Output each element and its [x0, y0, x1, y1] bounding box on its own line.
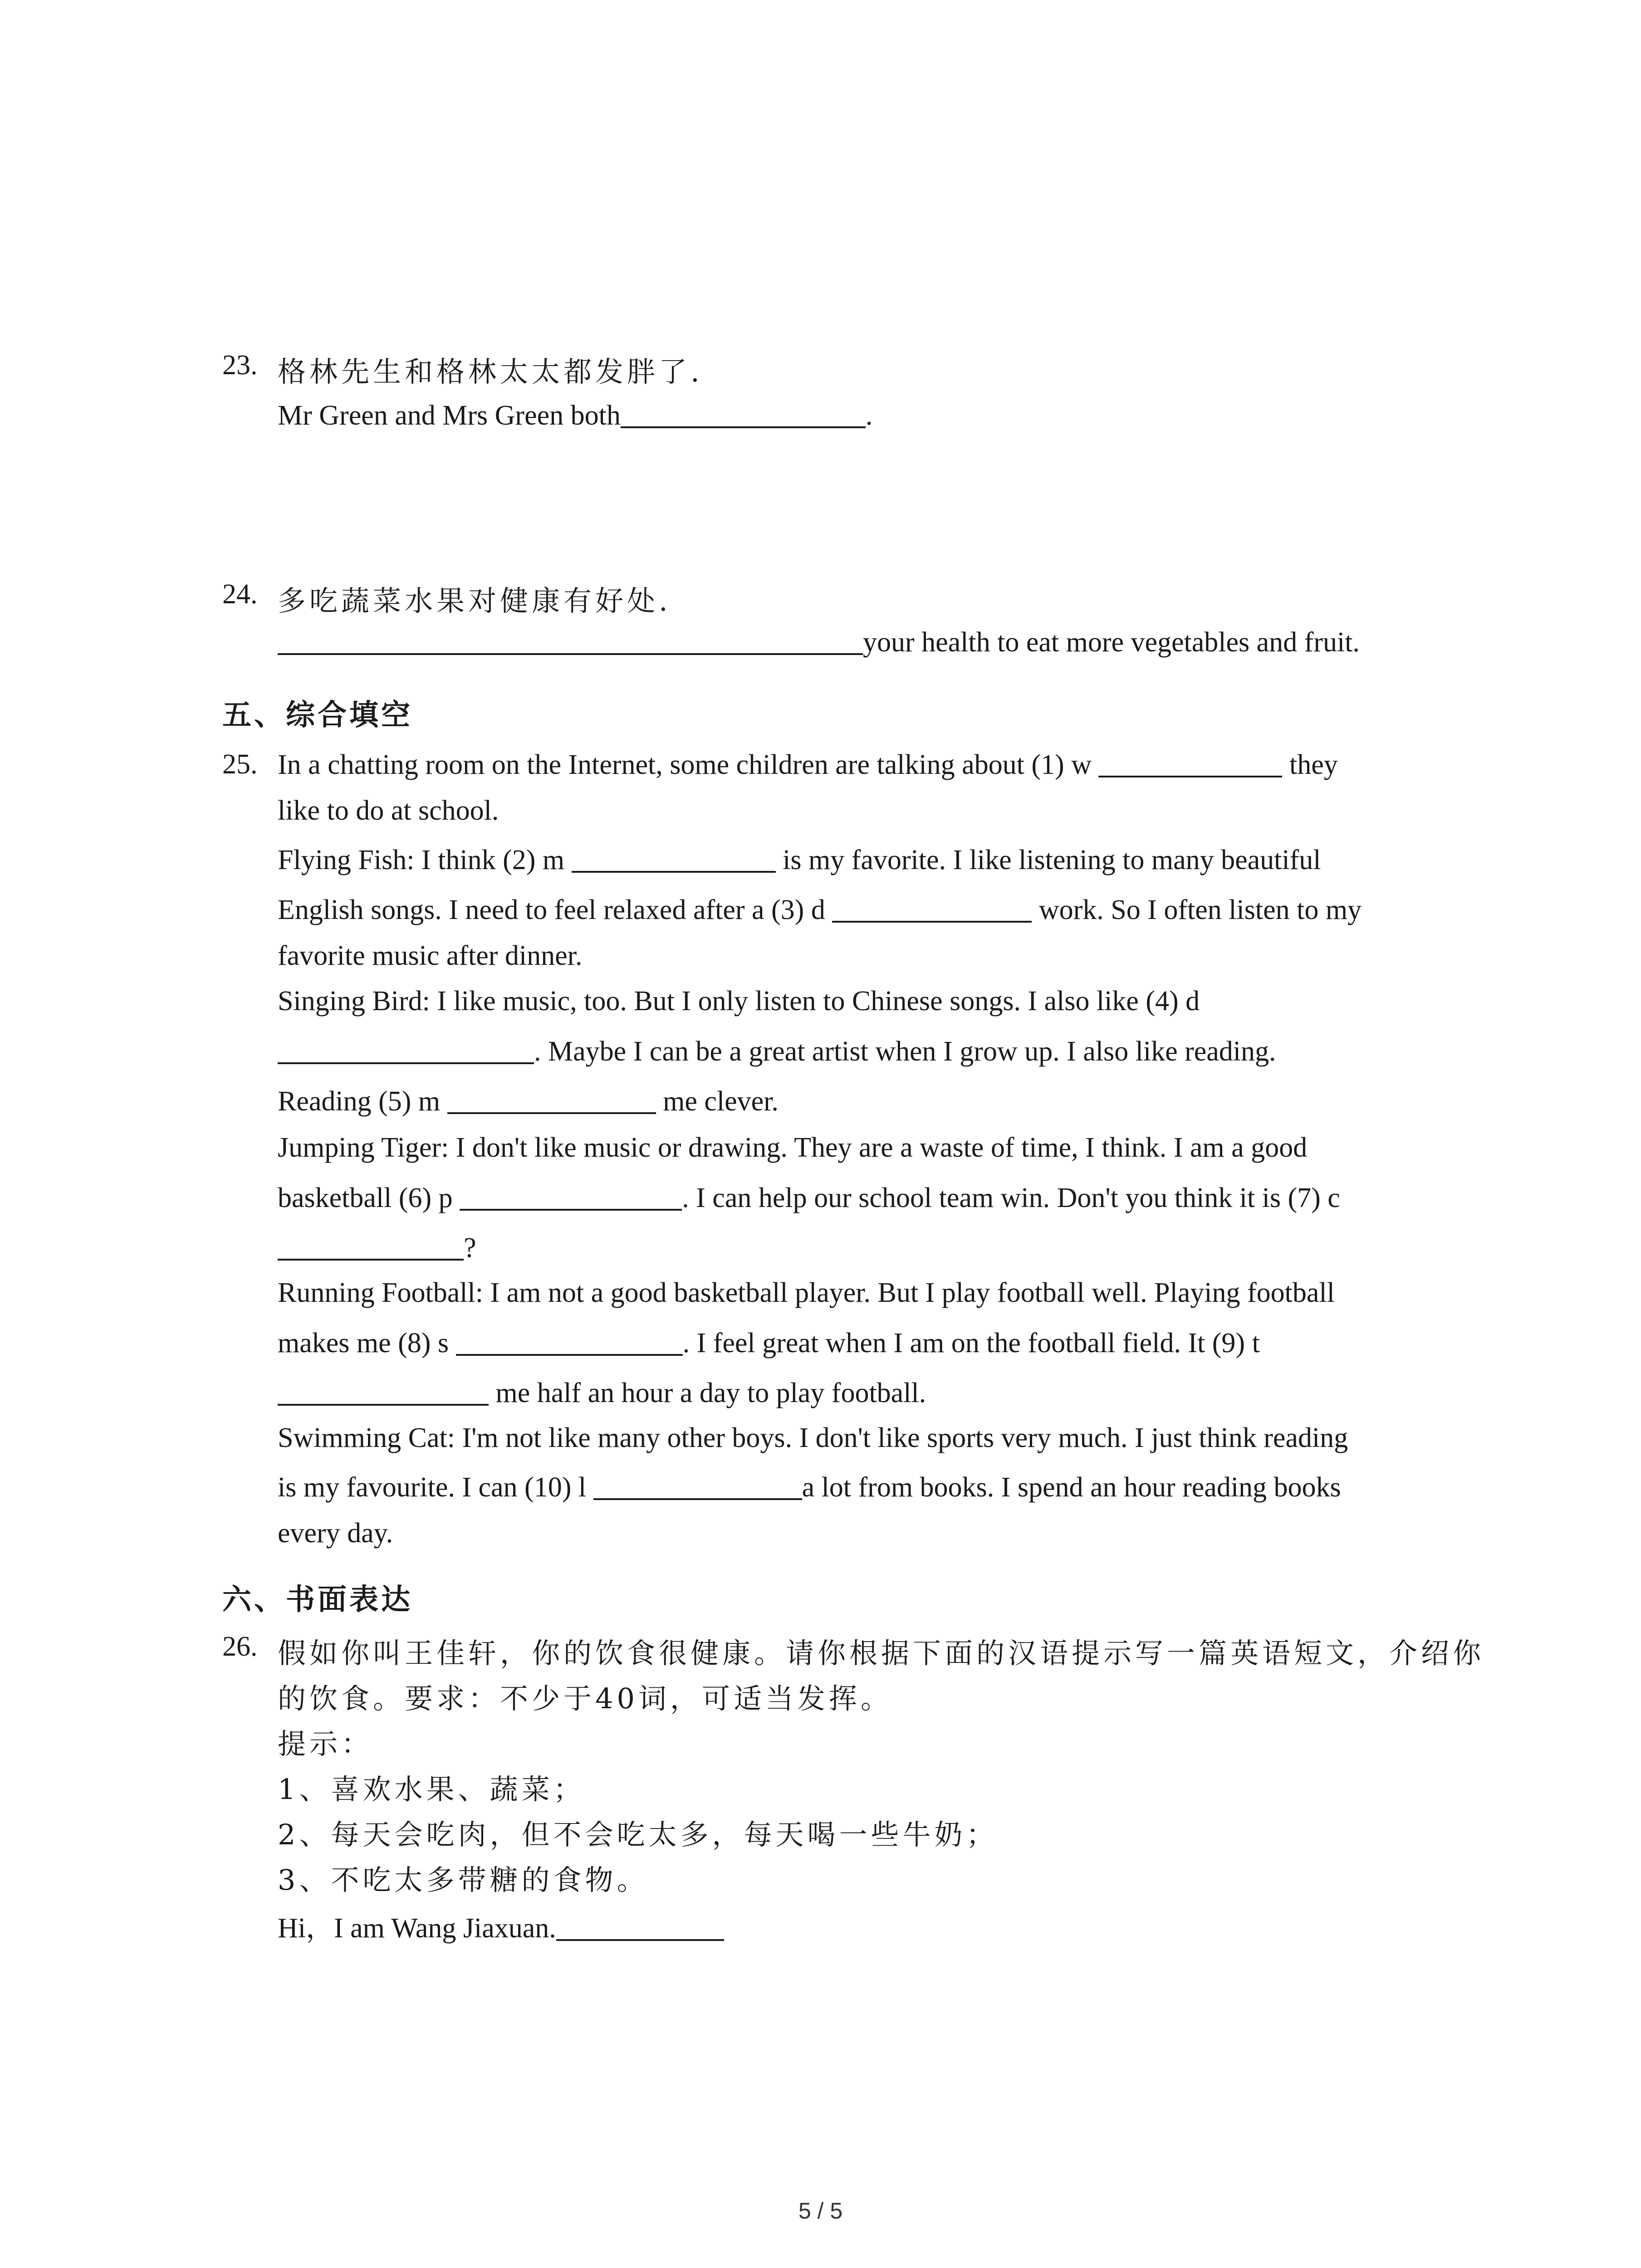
passage-line: Singing Bird: I like music, too. But I only listen to Chinese songs. I also like (4) d	[278, 986, 1200, 1017]
passage-text: ?	[464, 1232, 476, 1263]
hint-item: 1、喜欢水果、蔬菜；	[278, 1773, 585, 1806]
question-text: .	[865, 400, 873, 431]
hint-item: 3、不吃太多带糖的食物。	[278, 1863, 649, 1897]
passage-text: a lot from books. I spend an hour reading books	[802, 1472, 1341, 1503]
question-number: 26.	[222, 1631, 258, 1662]
passage-line	[278, 1182, 1340, 1214]
passage-text: . I feel great when I am on the football field. It (9) t	[682, 1328, 1260, 1359]
answer-blank-4[interactable]	[278, 1035, 534, 1064]
passage-line	[278, 748, 1338, 781]
passage-text: is my favourite. I can (10) l	[278, 1472, 587, 1503]
question-english-line	[278, 399, 872, 432]
passage-text: In a chatting room on the Internet, some children are talking about (1) w	[278, 749, 1092, 780]
question-chinese: 格林先生和格林太太都发胖了.	[278, 355, 703, 388]
answer-blank-7[interactable]	[278, 1232, 464, 1261]
passage-text: me half an hour a day to play football.	[495, 1378, 926, 1408]
passage-text: English songs. I need to feel relaxed after a (3) d	[278, 894, 825, 925]
answer-blank-10[interactable]	[593, 1471, 802, 1500]
page-number: 5 / 5	[798, 2198, 843, 2224]
section-title: 五、综合填空	[222, 699, 413, 732]
passage-line	[278, 844, 1321, 876]
answer-blank-8[interactable]	[456, 1327, 683, 1356]
answer-blank-9[interactable]	[278, 1377, 489, 1406]
passage-line: favorite music after dinner.	[278, 940, 583, 971]
passage-text: makes me (8) s	[278, 1328, 449, 1359]
question-number: 25.	[222, 749, 258, 780]
passage-line: Swimming Cat: I'm not like many other boys. I don't like sports very much. I just think reading	[278, 1422, 1348, 1453]
question-number: 24.	[222, 579, 258, 610]
passage-text: basketball (6) p	[278, 1183, 453, 1213]
passage-text: Reading (5) m	[278, 1086, 441, 1117]
passage-line	[278, 1471, 1341, 1504]
passage-line	[278, 1327, 1260, 1359]
question-number: 23.	[222, 350, 258, 381]
passage-text: Flying Fish: I think (2) m	[278, 845, 565, 875]
hint-label: 提示：	[278, 1727, 373, 1760]
passage-text: . Maybe I can be a great artist when I grow up. I also like reading.	[534, 1036, 1276, 1067]
passage-text: me clever.	[663, 1086, 779, 1117]
writing-prompt: 的饮食。要求：不少于40词，可适当发挥。	[278, 1682, 892, 1715]
writing-answer-blank[interactable]	[556, 1912, 724, 1941]
writing-starter-line	[278, 1905, 724, 1945]
passage-line	[278, 1377, 926, 1409]
passage-line: like to do at school.	[278, 795, 499, 826]
writing-starter: Hi，I am Wang Jiaxuan.	[278, 1913, 556, 1944]
section-title: 六、书面表达	[222, 1583, 413, 1617]
answer-blank-2[interactable]	[572, 844, 776, 873]
passage-line	[278, 1085, 779, 1118]
question-chinese: 多吃蔬菜水果对健康有好处.	[278, 584, 671, 617]
answer-blank-3[interactable]	[832, 894, 1032, 923]
question-text: your health to eat more vegetables and fruit.	[863, 627, 1360, 658]
question-english-line	[278, 626, 1360, 659]
answer-blank-5[interactable]	[447, 1085, 656, 1114]
question-text: Mr Green and Mrs Green both	[278, 400, 621, 431]
writing-prompt: 假如你叫王佳轩，你的饮食很健康。请你根据下面的汉语提示写一篇英语短文，介绍你	[278, 1637, 1485, 1670]
answer-blank[interactable]	[621, 399, 866, 428]
answer-blank-1[interactable]	[1098, 748, 1282, 777]
answer-blank-6[interactable]	[460, 1182, 682, 1211]
passage-line	[278, 1232, 476, 1264]
passage-line: Jumping Tiger: I don't like music or drawing. They are a waste of time, I think. I am a good	[278, 1132, 1308, 1163]
passage-line	[278, 1035, 1276, 1068]
passage-text: . I can help our school team win. Don't you think it is (7) c	[682, 1183, 1340, 1213]
passage-text: is my favorite. I like listening to many beautiful	[783, 845, 1321, 875]
passage-line: every day.	[278, 1518, 393, 1549]
answer-blank[interactable]	[278, 626, 863, 655]
passage-text: they	[1289, 749, 1338, 780]
hint-item: 2、每天会吃肉，但不会吃太多，每天喝一些牛奶；	[278, 1818, 998, 1851]
passage-line	[278, 894, 1362, 926]
passage-text: work. So I often listen to my	[1038, 894, 1362, 925]
passage-line: Running Football: I am not a good basketball player. But I play football well. Playing football	[278, 1277, 1335, 1308]
